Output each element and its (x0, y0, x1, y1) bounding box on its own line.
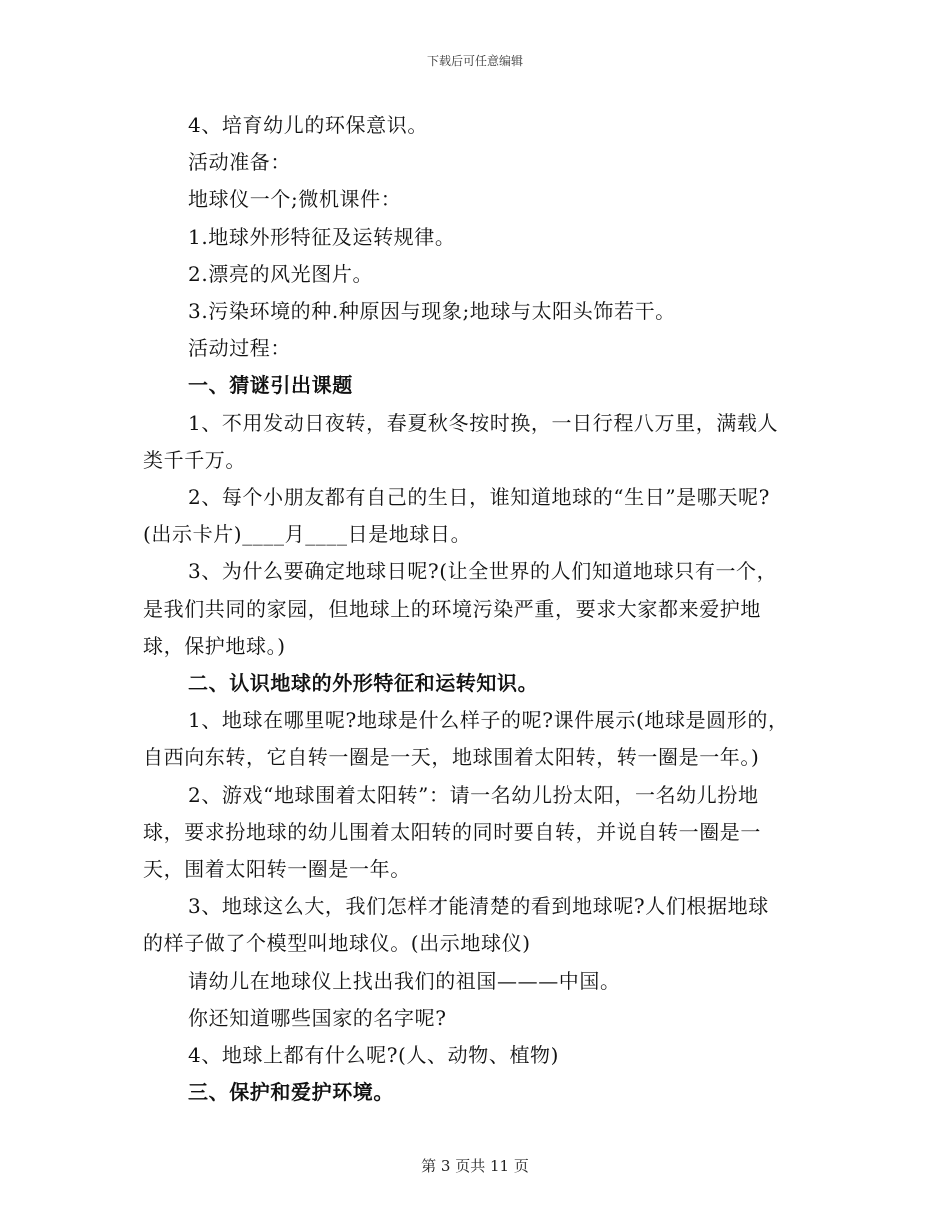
text-line: 1、地球在哪里呢?地球是什么样子的呢?课件展示(地球是圆形的， (188, 708, 789, 733)
text-line: 3、为什么要确定地球日呢?(让全世界的人们知道地球只有一个， (188, 559, 778, 584)
page-header: 下载后可任意编辑 (426, 54, 523, 68)
text-line: 4、地球上都有什么呢?(人、动物、植物) (188, 1043, 560, 1068)
text-line: (出示卡片)____月____日是地球日。 (143, 522, 472, 547)
section-heading: 一、猜谜引出课题 (188, 373, 353, 398)
text-line: 活动过程： (188, 336, 291, 361)
text-line: 4、培育幼儿的环保意识。 (188, 113, 428, 137)
text-line: 1.地球外形特征及运转规律。 (188, 224, 456, 249)
page-footer: 第 3 页共 11 页 (421, 1157, 529, 1175)
text-line: 地球仪一个;微机课件： (188, 187, 402, 212)
text-line: 天，围着太阳转一圈是一年。 (143, 857, 411, 882)
text-line: 你还知道哪些国家的名字呢? (188, 1005, 447, 1030)
document-body (143, 107, 813, 1111)
text-line: 2、每个小朋友都有自己的生日，谁知道地球的“生日”是哪天呢? (188, 485, 770, 510)
text-line: 球，保护地球。) (143, 633, 286, 658)
text-line: 3.污染环境的种.种原因与现象;地球与太阳头饰若干。 (188, 299, 676, 324)
text-line: 是我们共同的家园，但地球上的环境污染严重，要求大家都来爱护地 (143, 596, 761, 621)
text-line: 2.漂亮的风光图片。 (188, 261, 374, 286)
text-line: 自西向东转，它自转一圈是一天，地球围着太阳转，转一圈是一年。) (143, 745, 760, 770)
section-heading: 三、保护和爱护环境。 (188, 1080, 394, 1105)
text-line: 球，要求扮地球的幼儿围着太阳转的同时要自转，并说自转一圈是一 (143, 819, 761, 844)
text-line: 的样子做了个模型叫地球仪。(出示地球仪) (143, 931, 531, 956)
text-line: 3、地球这么大，我们怎样才能清楚的看到地球呢?人们根据地球 (188, 894, 769, 919)
text-line: 类千千万。 (143, 447, 246, 472)
text-line: 2、游戏“地球围着太阳转”：请一名幼儿扮太阳，一名幼儿扮地 (188, 782, 759, 807)
section-heading: 二、认识地球的外形特征和运转知识。 (188, 671, 539, 696)
text-line: 1、不用发动日夜转，春夏秋冬按时换，一日行程八万里，满载人 (188, 410, 779, 435)
text-line: 请幼儿在地球仪上找出我们的祖国———中国。 (188, 968, 621, 993)
text-line: 活动准备： (188, 150, 291, 175)
